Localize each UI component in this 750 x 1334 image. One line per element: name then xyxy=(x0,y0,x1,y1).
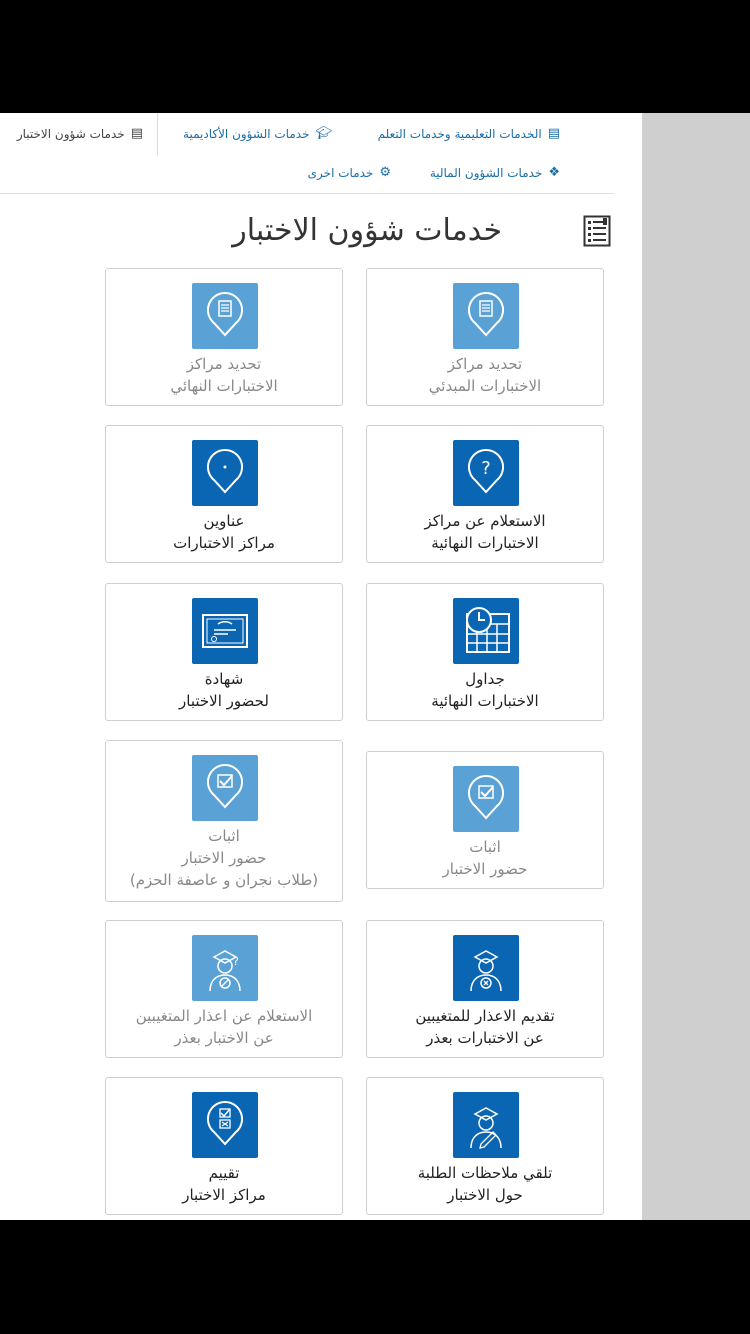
card-line-1: عناوين xyxy=(203,512,245,530)
card-query-final-centers[interactable] xyxy=(366,425,604,563)
document-list-icon: ▤ xyxy=(130,126,143,141)
check-pin-icon xyxy=(453,766,519,832)
nav-divider xyxy=(0,193,614,194)
student-question-icon xyxy=(192,935,258,1001)
tab-exam-affairs[interactable] xyxy=(0,113,158,156)
svg-text:?: ? xyxy=(233,955,239,968)
card-line-1: الاستعلام عن اعذار المتغيبين xyxy=(135,1007,313,1025)
app-screen xyxy=(0,113,750,1220)
card-initial-exam-centers[interactable] xyxy=(366,268,604,406)
card-final-exam-centers[interactable] xyxy=(105,268,343,406)
certificate-icon xyxy=(192,598,258,664)
question-pin-icon xyxy=(453,440,519,506)
card-line-2: عن الاختبارات بعذر xyxy=(426,1029,544,1047)
card-center-addresses[interactable] xyxy=(105,425,343,563)
card-student-feedback[interactable] xyxy=(366,1077,604,1215)
calendar-clock-icon xyxy=(453,598,519,664)
tab-other-services[interactable] xyxy=(308,165,391,180)
tab-financial-affairs[interactable] xyxy=(430,165,560,180)
location-pin-icon xyxy=(192,440,258,506)
main-content xyxy=(0,113,642,1220)
card-line-2: مراكز الاختبار xyxy=(182,1186,266,1204)
card-line-1: اثبات xyxy=(469,838,501,856)
card-proof-attendance[interactable] xyxy=(366,751,604,889)
card-proof-attendance-najran[interactable] xyxy=(105,740,343,902)
document-pin-icon xyxy=(453,283,519,349)
page-title: خدمات شؤون الاختبار xyxy=(232,213,502,248)
checklist-pin-icon xyxy=(192,1092,258,1158)
card-line-1: تحديد مراكز xyxy=(186,355,262,373)
card-line-1: الاستعلام عن مراكز xyxy=(424,512,546,530)
check-pin-icon xyxy=(192,755,258,821)
document-icon: ▤ xyxy=(547,126,560,141)
svg-text:?: ? xyxy=(481,458,491,479)
money-icon: ❖ xyxy=(548,165,560,180)
card-line-2: الاختبارات النهائية xyxy=(431,692,539,710)
card-line-2: الاختبارات النهائية xyxy=(431,534,539,552)
graduation-cap-icon: 🎓︎ xyxy=(315,126,332,141)
card-line-1: شهادة xyxy=(204,670,244,688)
card-submit-excuses[interactable] xyxy=(366,920,604,1058)
card-line-2: لحضور الاختبار xyxy=(179,692,269,710)
tab-academic-affairs[interactable] xyxy=(183,126,332,141)
tab-label: خدمات شؤون الاختبار xyxy=(16,126,125,141)
gear-icon: ⚙ xyxy=(379,165,391,180)
side-panel xyxy=(642,113,750,1220)
card-query-excuses[interactable] xyxy=(105,920,343,1058)
card-line-1: تحديد مراكز xyxy=(447,355,523,373)
card-final-exam-schedules[interactable] xyxy=(366,583,604,721)
document-pin-icon xyxy=(192,283,258,349)
card-line-2: مراكز الاختبارات xyxy=(173,534,275,552)
tab-label: خدمات اخرى xyxy=(307,165,374,180)
card-evaluate-centers[interactable] xyxy=(105,1077,343,1215)
card-line-1: تقييم xyxy=(208,1164,240,1182)
student-cancel-icon xyxy=(453,935,519,1001)
card-line-2: حضور الاختبار xyxy=(442,860,528,878)
card-line-1: تقديم الاعذار للمتغيبين xyxy=(415,1007,555,1025)
card-line-1: جداول xyxy=(465,670,505,688)
card-line-2: الاختبارات النهائي xyxy=(170,377,278,395)
card-line-2: الاختبارات المبدئي xyxy=(428,377,542,395)
card-line-1: تلقي ملاحظات الطلبة xyxy=(417,1164,553,1182)
tab-label: خدمات الشؤون الأكاديمية xyxy=(183,126,310,141)
card-line-3: (طلاب نجران و عاصفة الحزم) xyxy=(129,871,319,889)
card-line-2: عن الاختبار بعذر xyxy=(174,1029,274,1047)
card-attendance-certificate[interactable] xyxy=(105,583,343,721)
card-line-2: حضور الاختبار xyxy=(181,849,267,867)
document-list-icon xyxy=(583,215,611,247)
card-line-2: حول الاختبار xyxy=(447,1186,523,1204)
tab-label: خدمات الشؤون المالية xyxy=(429,165,543,180)
card-line-1: اثبات xyxy=(208,827,240,845)
student-pen-icon xyxy=(453,1092,519,1158)
tab-educational-services[interactable] xyxy=(378,126,560,141)
tab-label: الخدمات التعليمية وخدمات التعلم xyxy=(377,126,542,141)
